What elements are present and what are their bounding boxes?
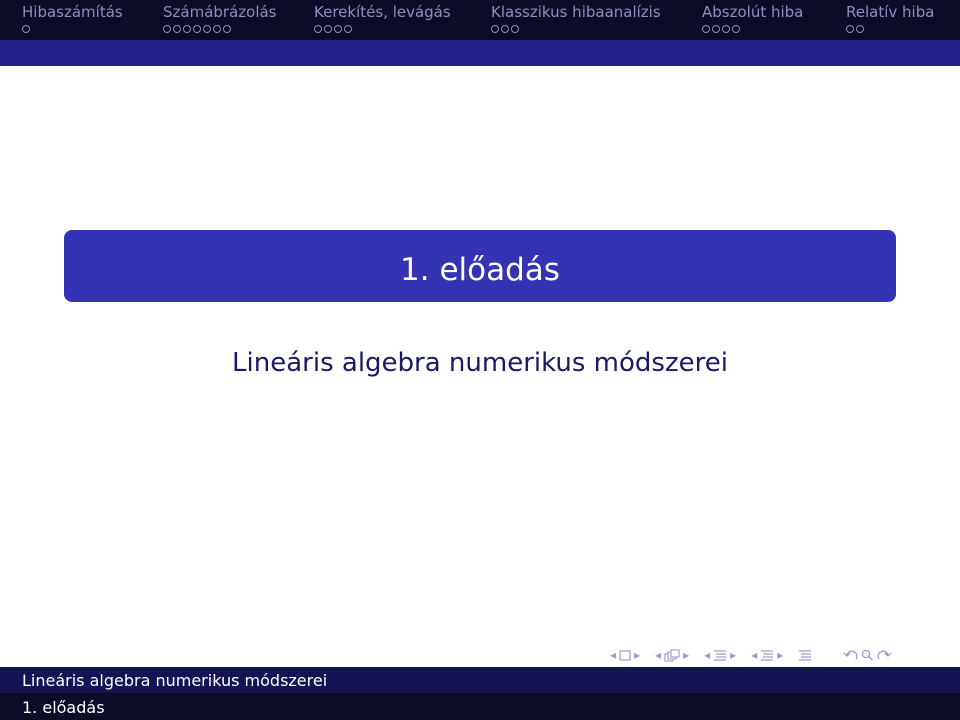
frame-dot[interactable] xyxy=(511,25,519,33)
forward-icon[interactable] xyxy=(877,649,892,661)
next-icon[interactable]: ▸ xyxy=(683,648,690,662)
nav-dots xyxy=(314,25,352,33)
subsection-bar xyxy=(0,40,960,66)
title-block xyxy=(64,230,896,302)
next-icon[interactable]: ▸ xyxy=(634,648,641,662)
nav-section-label[interactable]: Abszolút hiba xyxy=(702,3,804,21)
document-nav-group xyxy=(751,648,786,662)
frame-dot[interactable] xyxy=(213,25,221,33)
frame-dot[interactable] xyxy=(712,25,720,33)
frame-dot[interactable] xyxy=(501,25,509,33)
frame-icon[interactable] xyxy=(619,650,631,661)
prev-icon[interactable]: ◂ xyxy=(655,648,662,662)
nav-section-label[interactable]: Klasszikus hibaanalízis xyxy=(491,3,661,21)
nav-section-label[interactable]: Kerekítés, levágás xyxy=(314,3,451,21)
footer-subtitle-bar xyxy=(0,667,960,693)
prev-icon[interactable]: ◂ xyxy=(610,648,617,662)
section-navigation-bar xyxy=(0,0,960,40)
nav-section-label[interactable]: Számábrázolás xyxy=(163,3,277,21)
subsection-icon[interactable] xyxy=(664,649,680,662)
frame-dot[interactable] xyxy=(22,25,30,33)
nav-dots xyxy=(22,25,30,33)
frame-dot[interactable] xyxy=(344,25,352,33)
nav-section-label[interactable]: Hibaszámítás xyxy=(22,3,123,21)
frame-dot[interactable] xyxy=(163,25,171,33)
frame-dot[interactable] xyxy=(334,25,342,33)
frame-dot[interactable] xyxy=(324,25,332,33)
nav-dots xyxy=(491,25,519,33)
outline-icon[interactable] xyxy=(760,649,774,662)
prev-icon[interactable]: ◂ xyxy=(704,648,711,662)
section-nav-group xyxy=(704,648,739,662)
frame-dot[interactable] xyxy=(846,25,854,33)
appendix-icon[interactable] xyxy=(798,649,812,662)
footer-title: 1. előadás xyxy=(22,698,105,717)
frame-dot[interactable] xyxy=(702,25,710,33)
slide-subtitle: Lineáris algebra numerikus módszerei xyxy=(232,348,728,378)
frame-dot[interactable] xyxy=(491,25,499,33)
history-nav-group xyxy=(843,649,895,661)
nav-dots xyxy=(163,25,231,33)
nav-section-label[interactable]: Relatív hiba xyxy=(846,3,935,21)
frame-dot[interactable] xyxy=(203,25,211,33)
footer-title-bar xyxy=(0,693,960,720)
frame-dot[interactable] xyxy=(732,25,740,33)
frame-dot[interactable] xyxy=(193,25,201,33)
search-icon[interactable] xyxy=(861,649,874,661)
prev-icon[interactable]: ◂ xyxy=(751,648,758,662)
nav-dots xyxy=(702,25,740,33)
frame-dot[interactable] xyxy=(183,25,191,33)
back-icon[interactable] xyxy=(843,649,858,661)
next-icon[interactable]: ▸ xyxy=(730,648,737,662)
section-icon[interactable] xyxy=(713,649,727,662)
subsection-nav-group xyxy=(655,648,692,662)
appendix-nav-group xyxy=(798,649,815,662)
frame-dot[interactable] xyxy=(314,25,322,33)
slide-title: 1. előadás xyxy=(400,252,560,288)
nav-dots xyxy=(846,25,864,33)
frame-dot[interactable] xyxy=(722,25,730,33)
frame-dot[interactable] xyxy=(223,25,231,33)
next-icon[interactable]: ▸ xyxy=(777,648,784,662)
frame-dot[interactable] xyxy=(173,25,181,33)
navigation-symbols xyxy=(610,646,895,664)
frame-nav-group xyxy=(610,648,643,662)
frame-dot[interactable] xyxy=(856,25,864,33)
footer-subtitle: Lineáris algebra numerikus módszerei xyxy=(22,671,328,690)
